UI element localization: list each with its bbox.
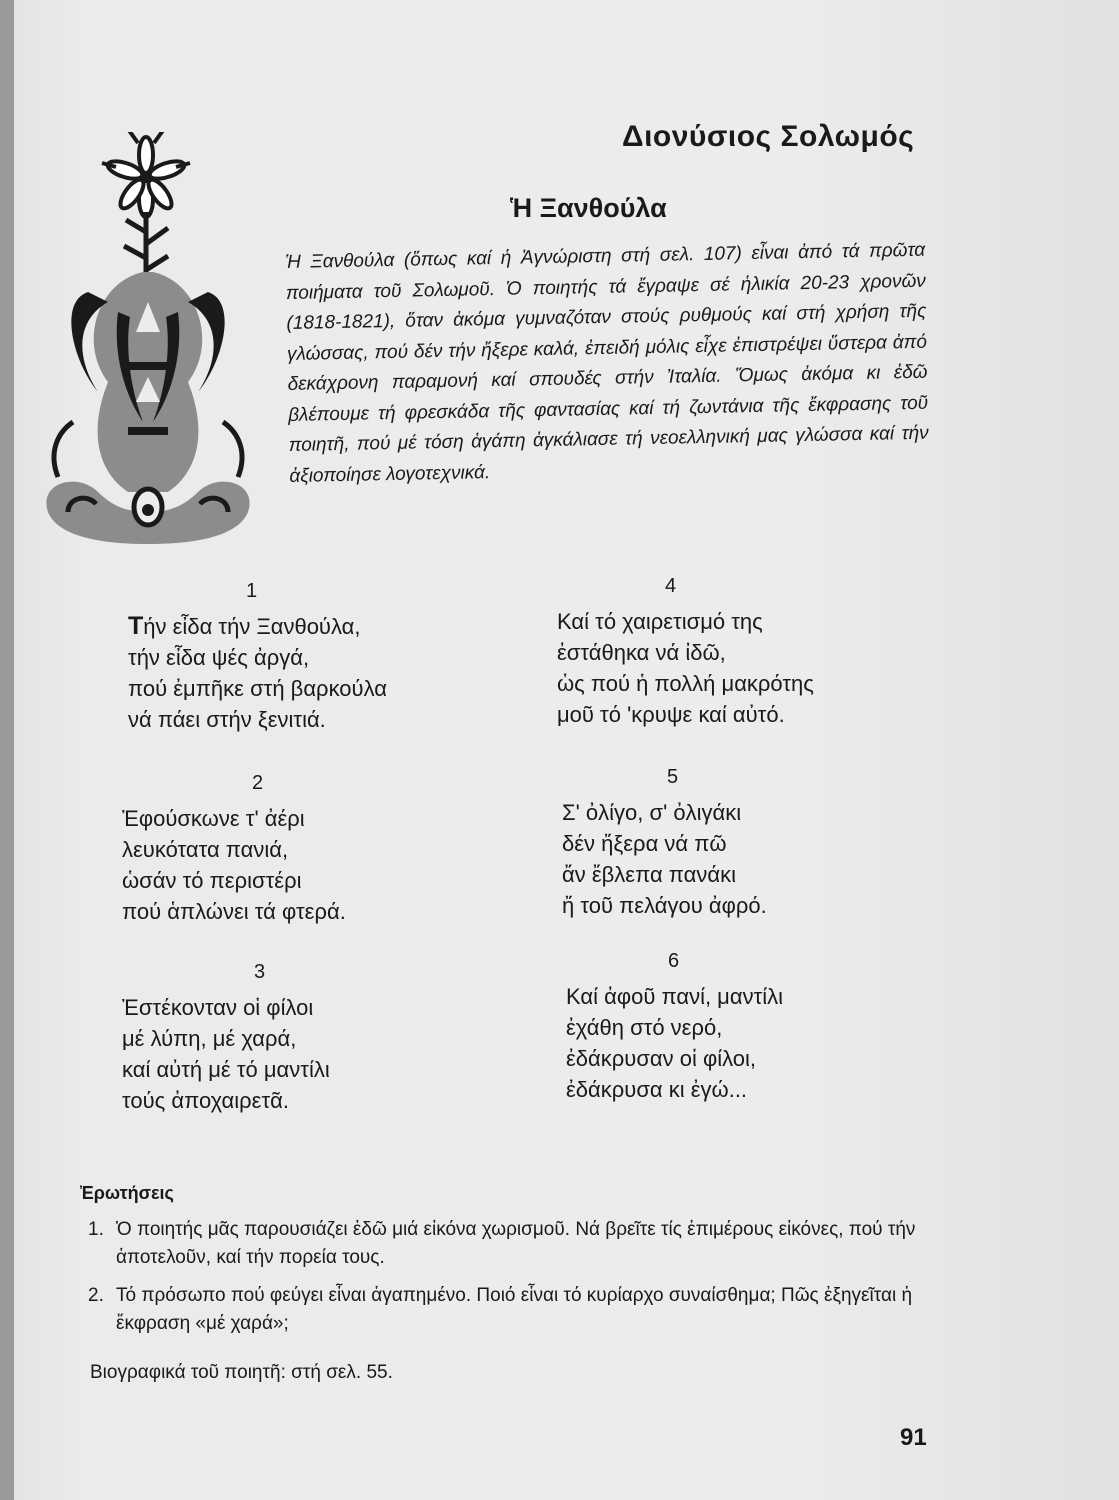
stanza-4 [557, 571, 814, 730]
stanza-line: ἤ τοῦ πελάγου ἀφρό. [562, 893, 767, 918]
stanza-line: ἐδάκρυσαν οἱ φίλοι, [566, 1046, 757, 1071]
stanza-line: ἐχάθη στό νερό, [566, 1015, 723, 1040]
stanza-line: τούς ἀποχαιρετᾶ. [122, 1088, 289, 1113]
stanza-line: μέ λύπη, μέ χαρά, [122, 1026, 297, 1051]
question-number: 1. [88, 1219, 104, 1240]
stanza-number: 5 [667, 766, 679, 788]
drop-cap: Τ [128, 612, 144, 640]
stanza-number: 3 [254, 961, 266, 983]
stanza-line: πού ἐμπῆκε στή βαρκούλα [128, 676, 387, 701]
stanza-line: ὡσάν τό περιστέρι [122, 868, 302, 893]
stanza-number: 2 [252, 772, 264, 794]
stanza-line: τήν εἶδα ψές ἀργά, [128, 645, 310, 670]
stanza-line: ὡς πού ἡ πολλή μακρότης [557, 671, 814, 696]
stanza-line: πού ἁπλώνει τά φτερά. [122, 899, 346, 924]
intro-paragraph: Ἡ Ξανθούλα (ὅπως καί ἡ Ἀγνώριστη στή σελ. 107) εἶναι ἀπό τά πρῶτα ποιήματα τοῦ Σολωμοῦ. Ὁ ποιητής τά ἔγραψε σέ ἡλικία 20-23 χρονῶν (1818-1821), ὅταν ἀκόμα γυμναζόταν στούς ρυθμούς καί στή χρήση τῆς γλώσσας, πού δέν τήν ἤξερε καλά, ἐπειδή μόλις εἶχε ἐπιστρέψει ὕστερα ἀπό δεκάχρονη παραμονή καί σπουδές στήν Ἰταλία. Ὅμως ἀκόμα κι ἐδῶ βλέπουμε τή φρεσκάδα τῆς φαντασίας καί τή ζωντάνια τῆς ἔκφρασης τοῦ ποιητῆ, πού μέ τόση ἀγάπη ἀγκάλιασε τή νεοελληνική μας γλώσσα καί τήν ἀξιοποίησε λογοτεχνικά. [285, 239, 929, 487]
poem-title: Ἡ Ξανθούλα [510, 193, 667, 223]
author-name: Διονύσιος Σολωμός [622, 120, 915, 153]
stanza-line: δέν ἤξερα νά πῶ [562, 831, 727, 856]
stanza-line: λευκότατα πανιά, [122, 837, 289, 862]
stanza-line: νά πάει στήν ξενιτιά. [128, 707, 326, 732]
question-text: Ὁ ποιητής μᾶς παρουσιάζει ἐδῶ μιά εἰκόνα χωρισμοῦ. Νά βρεῖτε τίς ἐπιμέρους εἰκόνες, πού τήν ἀποτελοῦν, καί τήν πορεία τους. [116, 1219, 916, 1268]
first-line-rest: ήν εἶδα τήν Ξανθούλα, [143, 614, 361, 639]
stanza-2 [122, 768, 346, 927]
stanza-line: μοῦ τό 'κρυψε καί αὐτό. [557, 702, 785, 727]
stanza-line [128, 611, 387, 642]
stanza-1 [128, 576, 387, 735]
stanza-line: ἐστάθηκα νά ἰδῶ, [557, 640, 726, 665]
biography-reference: Βιογραφικά τοῦ ποιητῆ: στή σελ. 55. [90, 1362, 393, 1383]
stanza-5 [562, 762, 767, 921]
stanza-line: Ἐφούσκωνε τ' ἀέρι [122, 806, 305, 831]
stanza-line: Ἐστέκονταν οἱ φίλοι [122, 995, 314, 1020]
stanza-line: Σ' ὀλίγο, σ' ὀλιγάκι [562, 800, 742, 825]
stanza-6 [566, 946, 783, 1105]
flower-ornament-icon [18, 132, 258, 562]
stanza-line: Καί τό χαιρετισμό της [557, 609, 763, 634]
stanza-line: ἄν ἔβλεπα πανάκι [562, 862, 736, 887]
stanza-number: 1 [246, 580, 258, 602]
page-gutter [0, 0, 14, 1500]
stanza-number: 4 [665, 575, 677, 597]
stanza-line: ἐδάκρυσα κι ἐγώ... [566, 1077, 748, 1102]
stanza-line: καί αὐτή μέ τό μαντίλι [122, 1057, 330, 1082]
stanza-line: Καί ἀφοῦ πανί, μαντίλι [566, 984, 784, 1009]
questions-heading: Ἐρωτήσεις [80, 1183, 174, 1203]
question-text: Τό πρόσωπο πού φεύγει εἶναι ἀγαπημένο. Ποιό εἶναι τό κυρίαρχο συναίσθημα; Πῶς ἐξηγεῖται ἡ ἔκφραση «μέ χαρά»; [116, 1285, 913, 1334]
question-item [88, 1282, 948, 1338]
stanza-3 [122, 957, 330, 1116]
question-number: 2. [88, 1285, 104, 1306]
question-item [88, 1216, 948, 1272]
page-number: 91 [900, 1424, 927, 1451]
stanza-number: 6 [668, 950, 680, 972]
questions-list [88, 1216, 948, 1348]
